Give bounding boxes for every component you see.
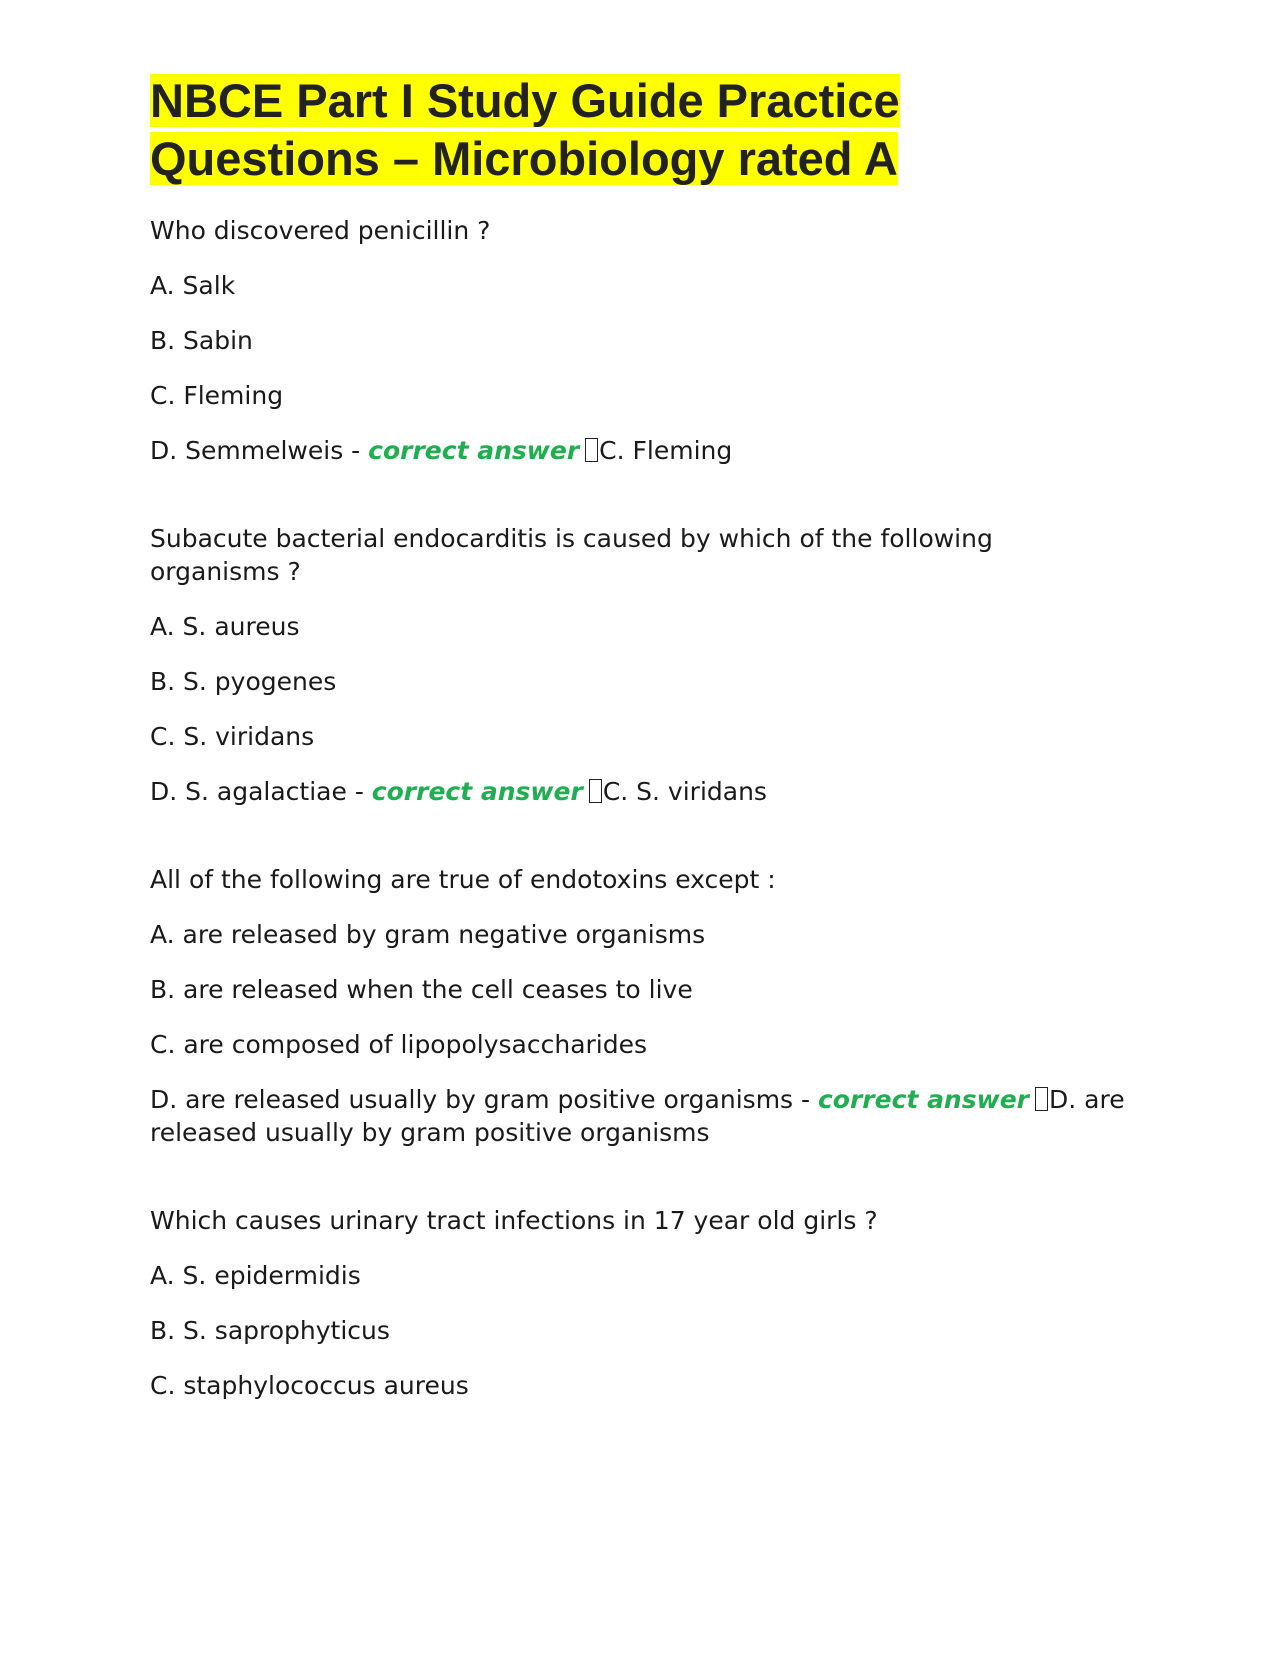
option-d: D. are released usually by gram positive organisms - xyxy=(150,1085,818,1114)
correct-answer-label: correct answer xyxy=(817,1085,1029,1114)
option-b: B. are released when the cell ceases to live xyxy=(150,975,693,1004)
option-a: A. S. epidermidis xyxy=(150,1261,361,1290)
question-text: Which causes urinary tract infections in 17 year old girls ? xyxy=(150,1206,878,1235)
answer-text: C. S. viridans xyxy=(602,777,767,806)
option-a: A. S. aureus xyxy=(150,612,300,641)
option-d-with-answer xyxy=(150,1083,1130,1149)
question-text: All of the following are true of endotoxins except : xyxy=(150,865,776,894)
option-c: C. are composed of lipopolysaccharides xyxy=(150,1030,648,1059)
option-d: D. Semmelweis - xyxy=(150,436,369,465)
option-c: C. S. viridans xyxy=(150,722,315,751)
question-block-4 xyxy=(150,1204,1130,1402)
checkbox-glyph-icon xyxy=(585,438,598,462)
answer-text: C. Fleming xyxy=(599,436,733,465)
option-c: C. staphylococcus aureus xyxy=(150,1371,469,1400)
option-d-with-answer xyxy=(150,775,1130,808)
question-text: Subacute bacterial endocarditis is caused by which of the following organisms ? xyxy=(150,524,993,586)
option-b: B. Sabin xyxy=(150,326,253,355)
checkbox-glyph-icon xyxy=(589,779,602,803)
option-a: A. are released by gram negative organisms xyxy=(150,920,706,949)
option-b: B. S. saprophyticus xyxy=(150,1316,390,1345)
correct-answer-label: correct answer xyxy=(368,436,580,465)
title-highlight: NBCE Part I Study Guide Practice Questions – Microbiology rated A xyxy=(150,74,900,185)
document-page xyxy=(150,72,1130,1457)
answer-text: D. are released usually by gram positive organisms xyxy=(150,1085,1125,1147)
question-block-3 xyxy=(150,863,1130,1149)
question-block-1 xyxy=(150,214,1130,467)
option-d: D. S. agalactiae - xyxy=(150,777,372,806)
option-d-with-answer xyxy=(150,434,1130,467)
option-b: B. S. pyogenes xyxy=(150,667,337,696)
option-a: A. Salk xyxy=(150,271,236,300)
correct-answer-label: correct answer xyxy=(371,777,583,806)
question-text: Who discovered penicillin ? xyxy=(150,216,491,245)
checkbox-glyph-icon xyxy=(1035,1087,1048,1111)
document-title xyxy=(150,72,1130,188)
option-c: C. Fleming xyxy=(150,381,284,410)
question-block-2 xyxy=(150,522,1130,808)
